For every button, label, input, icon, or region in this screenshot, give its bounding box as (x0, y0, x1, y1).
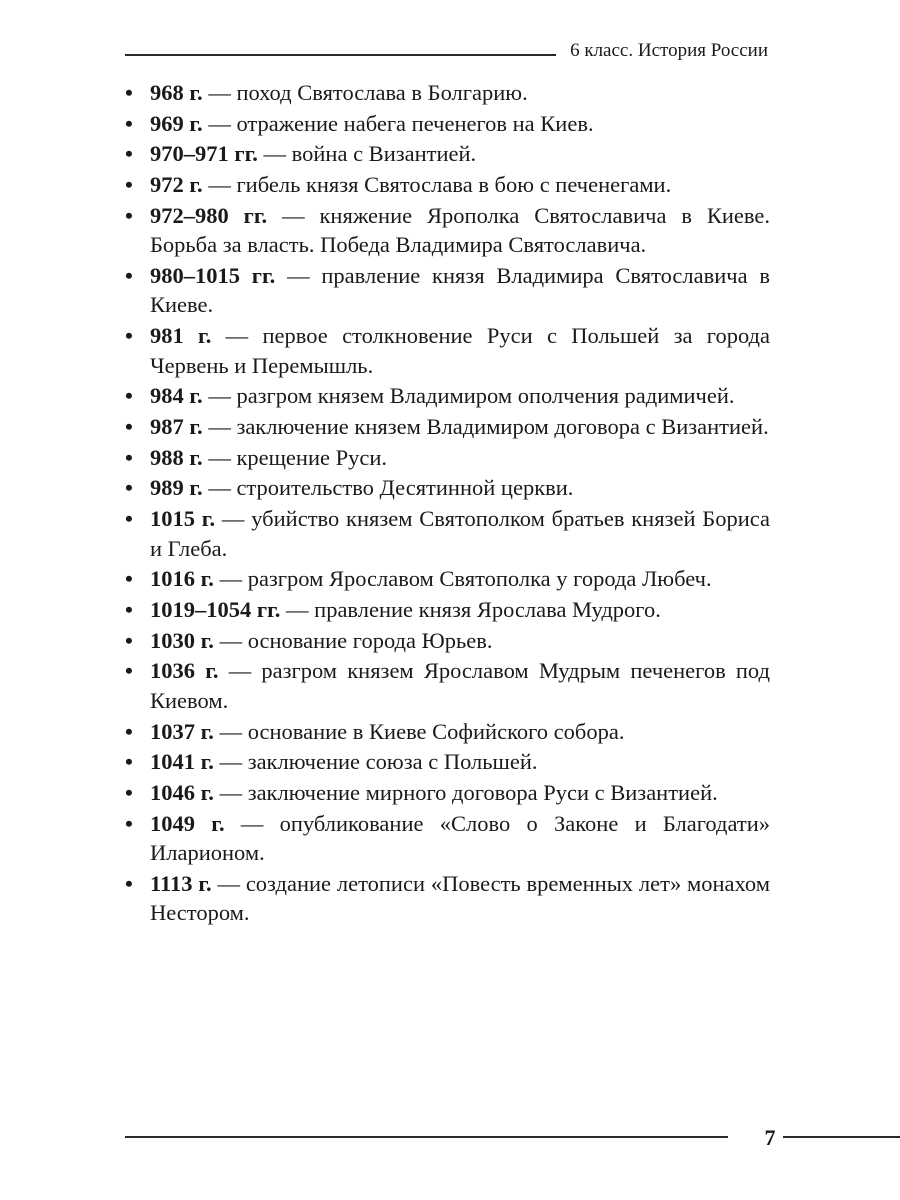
list-item (125, 78, 770, 108)
item-date: 1113 г. (150, 870, 212, 896)
bullet-icon: • (125, 566, 133, 592)
header-rule (125, 54, 556, 56)
page-number: 7 (764, 1125, 776, 1150)
item-text: — строительство Десятинной церкви. (202, 475, 574, 501)
list-item (125, 170, 770, 200)
header-title: 6 класс. История России (570, 40, 768, 61)
footer-rule (783, 1136, 900, 1138)
item-date: 1049 г. (150, 810, 225, 836)
bullet-icon: • (125, 506, 133, 532)
item-date: 980–1015 гг. (150, 262, 276, 288)
item-text: — заключение князем Владимиром договора с Византией. (202, 414, 769, 439)
item-date: 1041 г. (150, 749, 214, 775)
list-item (125, 412, 770, 442)
bullet-icon: • (125, 323, 133, 349)
item-text: — гибель князя Святослава в бою с печенегами. (202, 172, 672, 198)
item-date: 972 г. (150, 172, 203, 198)
item-date: 989 г. (150, 475, 203, 501)
item-text: — первое столкновение Руси с Польшей за города Червень и Перемышль. (150, 323, 770, 378)
item-date: 981 г. (150, 323, 212, 349)
bullet-icon: • (125, 658, 133, 684)
item-date: 1037 г. (150, 718, 214, 744)
item-text: — правление князя Владимира Святославича в Киеве. (150, 262, 770, 318)
item-text: — заключение мирного договора Руси с Византией. (213, 779, 718, 805)
list-item (125, 778, 770, 808)
list-item (125, 626, 770, 656)
bullet-icon: • (125, 444, 133, 470)
item-text: — заключение союза с Польшей. (213, 749, 538, 775)
list-item (125, 201, 770, 260)
item-text: — разгром князем Владимиром ополчения радимичей. (202, 383, 735, 409)
item-text: — отражение набега печенегов на Киев. (202, 110, 594, 136)
list-item (125, 261, 770, 320)
list-item (125, 747, 770, 777)
item-date: 984 г. (150, 383, 203, 409)
item-text: — основание в Киеве Софийского собора. (213, 718, 625, 744)
item-text: — крещение Руси. (202, 444, 388, 470)
bullet-icon: • (125, 262, 133, 288)
bullet-icon: • (125, 202, 133, 228)
list-item (125, 564, 770, 594)
list-item (125, 595, 770, 625)
bullet-icon: • (125, 141, 133, 167)
item-text: — правление князя Ярослава Мудрого. (280, 596, 661, 622)
list-item (125, 656, 770, 715)
list-item (125, 321, 770, 380)
item-date: 1019–1054 гг. (150, 596, 281, 622)
item-date: 1015 г. (150, 506, 216, 532)
item-date: 972–980 гг. (150, 202, 268, 228)
list-item (125, 504, 770, 563)
bullet-icon: • (125, 627, 133, 653)
bullet-icon: • (125, 718, 133, 744)
list-item (125, 139, 770, 169)
page-header (125, 30, 768, 62)
item-text: — разгром князем Ярославом Мудрым печенегов под Киевом. (150, 658, 770, 713)
item-text: — убийство князем Святополком братьев князей Бориса и Глеба. (150, 506, 770, 561)
bullet-icon: • (125, 749, 133, 775)
list-item (125, 869, 770, 928)
item-date: 1046 г. (150, 779, 214, 805)
item-date: 1036 г. (150, 658, 219, 684)
bullet-icon: • (125, 110, 133, 136)
item-date: 988 г. (150, 444, 203, 470)
bullet-icon: • (125, 596, 133, 622)
page-footer (125, 1125, 900, 1155)
item-text: — создание летописи «Повесть временных лет» монахом Нестором. (150, 870, 770, 926)
bullet-icon: • (125, 172, 133, 198)
bullet-icon: • (125, 779, 133, 805)
list-item (125, 717, 770, 747)
item-text: — война с Византией. (257, 141, 477, 167)
list-item (125, 381, 770, 411)
item-text: — поход Святослава в Болгарию. (202, 80, 528, 105)
item-date: 987 г. (150, 414, 203, 439)
item-text: — разгром Ярославом Святополка у города Любеч. (213, 566, 712, 592)
bullet-icon: • (125, 810, 133, 836)
timeline-list (125, 78, 770, 929)
list-item (125, 109, 770, 139)
bullet-icon: • (125, 414, 133, 439)
list-item (125, 443, 770, 473)
item-date: 969 г. (150, 110, 203, 136)
bullet-icon: • (125, 80, 133, 105)
item-date: 1030 г. (150, 627, 214, 653)
item-date: 970–971 гг. (150, 141, 258, 167)
list-item (125, 809, 770, 868)
list-item (125, 473, 770, 503)
item-text: — основание города Юрьев. (213, 627, 493, 653)
bullet-icon: • (125, 475, 133, 501)
bullet-icon: • (125, 870, 133, 896)
bullet-icon: • (125, 383, 133, 409)
item-date: 968 г. (150, 80, 203, 105)
item-text: — опубликование «Слово о Законе и Благодати» Иларионом. (150, 810, 770, 866)
item-text: — княжение Ярополка Святославича в Киеве. Борьба за власть. Победа Владимира Святославича. (150, 202, 770, 258)
footer-rule (125, 1136, 728, 1138)
item-date: 1016 г. (150, 566, 214, 592)
